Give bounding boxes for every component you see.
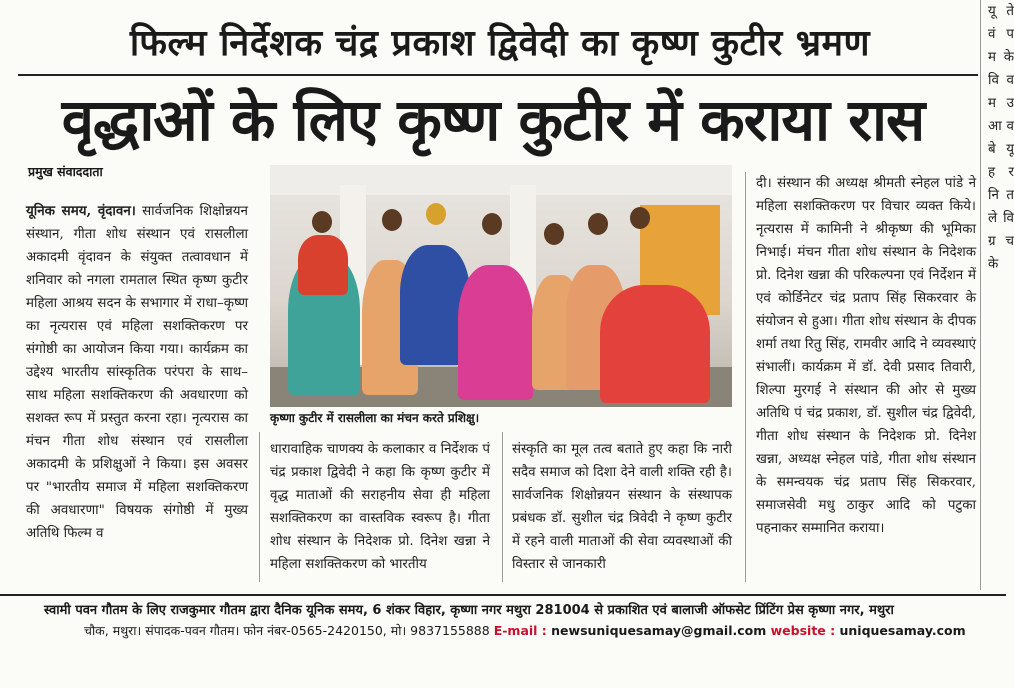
footer-rule <box>0 594 1006 596</box>
article-column-1 <box>26 200 248 545</box>
article-column-4: दी। संस्थान की अध्यक्ष श्रीमती स्नेहल पांडे ने महिला सशक्तिकरण पर विचार व्यक्त किये। नृत्यरास में कामिनी ने श्रीकृष्ण की भूमिका निभाई। मंचन गीता शोध संस्थान के निदेशक प्रो. दिनेश खन्ना की परिकल्पना एवं निर्देशन में एवं कोर्डिनेटर चंद्र प्रताप सिंह सिकरवार के संयोजन से हुआ। गीता शोध संस्थान के दीपक शर्मा तथा रितु सिंह, रामवीर आदि ने व्यवस्थाएं संभालीं। कार्यक्रम में डॉ. देवी प्रसाद तिवारी, शिल्पा मुरगई ने संस्थान की ओर से मुख्य अतिथि पं चंद्र प्रकाश, डॉ. सुशील चंद्र द्विवेदी, गीता शोध संस्थान के निदेशक प्रो. दिनेश खन्ना, अध्यक्ष स्नेहल पांडे, गीता शोध संस्थान के समन्वयक चंद्र प्रताप सिंह सिकरवार, समाजसेवी मधु ठाकुर आदि को पटुका पहनाकर सम्मानित कराया। <box>756 176 976 536</box>
website-address[interactable]: uniquesamay.com <box>835 623 966 638</box>
photo-caption: कृष्णा कुटीर में रासलीला का मंचन करते प्रशिक्षु। <box>270 407 732 429</box>
byline: प्रमुख संवाददाता <box>28 164 103 179</box>
contact-text: चौक, मथुरा। संपादक-पवन गौतम। फोन नंबर-0565-2420150, मो। 9837155888 <box>84 623 494 638</box>
column-divider <box>502 432 503 582</box>
email-address[interactable]: newsuniquesamay@gmail.com <box>546 623 771 638</box>
dateline: यूनिक समय, वृंदावन। <box>26 203 136 219</box>
website-label: website : <box>770 623 836 638</box>
column-1-text: सार्वजनिक शिक्षोन्नयन संस्थान, गीता शोध संस्थान एवं रासलीला अकादमी वृंदावन के संयुक्त तत्वावधान में शनिवार को नगला रामताल स्थित कृष्ण कुटीर महिला आश्रय सदन के सभागार में राधा–कृष्ण का नृत्यरास एवं महिला सशक्तिकरण पर संगोष्ठी का आयोजन किया गया। कार्यक्रम का उद्देश्य भारतीय सांस्कृतिक परंपरा के साथ–साथ महिला सशक्तिकरण की अवधारणा को सशक्त रूप में प्रस्तुत करना रहा। नृत्यरास का मंचन गीता शोध संस्थान एवं रासलीला अकादमी के प्रशिक्षुओं ने किया। इस अवसर पर "भारतीय समाज में महिला सशक्तिकरण की अवधारणा" विषयक संगोष्ठी में मुख्य अतिथि फिल्म व <box>26 204 248 541</box>
article-column-3: संस्कृति का मूल तत्व बताते हुए कहा कि नारी सदैव समाज को दिशा देने वाली शक्ति रही है। सार्वजनिक शिक्षोन्नयन संस्थान के संस्थापक प्रबंधक डॉ. सुशील चंद्र त्रिवेदी ने कृष्ण कुटीर में रहने वाली माताओं की सेवा व्यवस्थाओं की विस्तार से जानकारी <box>512 442 732 572</box>
top-rule <box>18 74 978 76</box>
event-photo <box>270 165 732 407</box>
imprint-line-2 <box>84 622 1006 639</box>
kicker-headline: फिल्म निर्देशक चंद्र प्रकाश द्विवेदी का कृष्ण कुटीर भ्रमण <box>129 23 871 64</box>
main-headline: वृद्धाओं के लिए कृष्ण कुटीर में कराया रास <box>61 86 925 154</box>
email-label: E-mail : <box>493 623 547 638</box>
column-divider <box>745 172 746 582</box>
column-divider <box>259 432 260 582</box>
imprint-line-1: स्वामी पवन गौतम के लिए राजकुमार गौतम द्वारा दैनिक यूनिक समय, 6 शंकर विहार, कृष्णा नगर मथुरा 281004 से प्रकाशित एवं बालाजी ऑफसेट प्रिंटिंग प्रेस कृष्णा नगर, मथुरा <box>44 603 894 618</box>
column-divider <box>980 0 981 590</box>
article-column-2: धारावाहिक चाणक्य के कलाकार व निर्देशक पं चंद्र प्रकाश द्विवेदी ने कहा कि कृष्ण कुटीर में वृद्ध माताओं की सराहनीय सेवा ही महिला सशक्तिकरण का वास्तविक स्वरूप है। गीता शोध संस्थान के निदेशक प्रो. दिनेश खन्ना ने महिला सशक्तिकरण को भारतीय <box>270 442 490 572</box>
adjacent-article-fragment: यू ते वं प म के वि व म उ आ व बे यू ह र नि त ले वि ग्र च के <box>988 4 1014 272</box>
